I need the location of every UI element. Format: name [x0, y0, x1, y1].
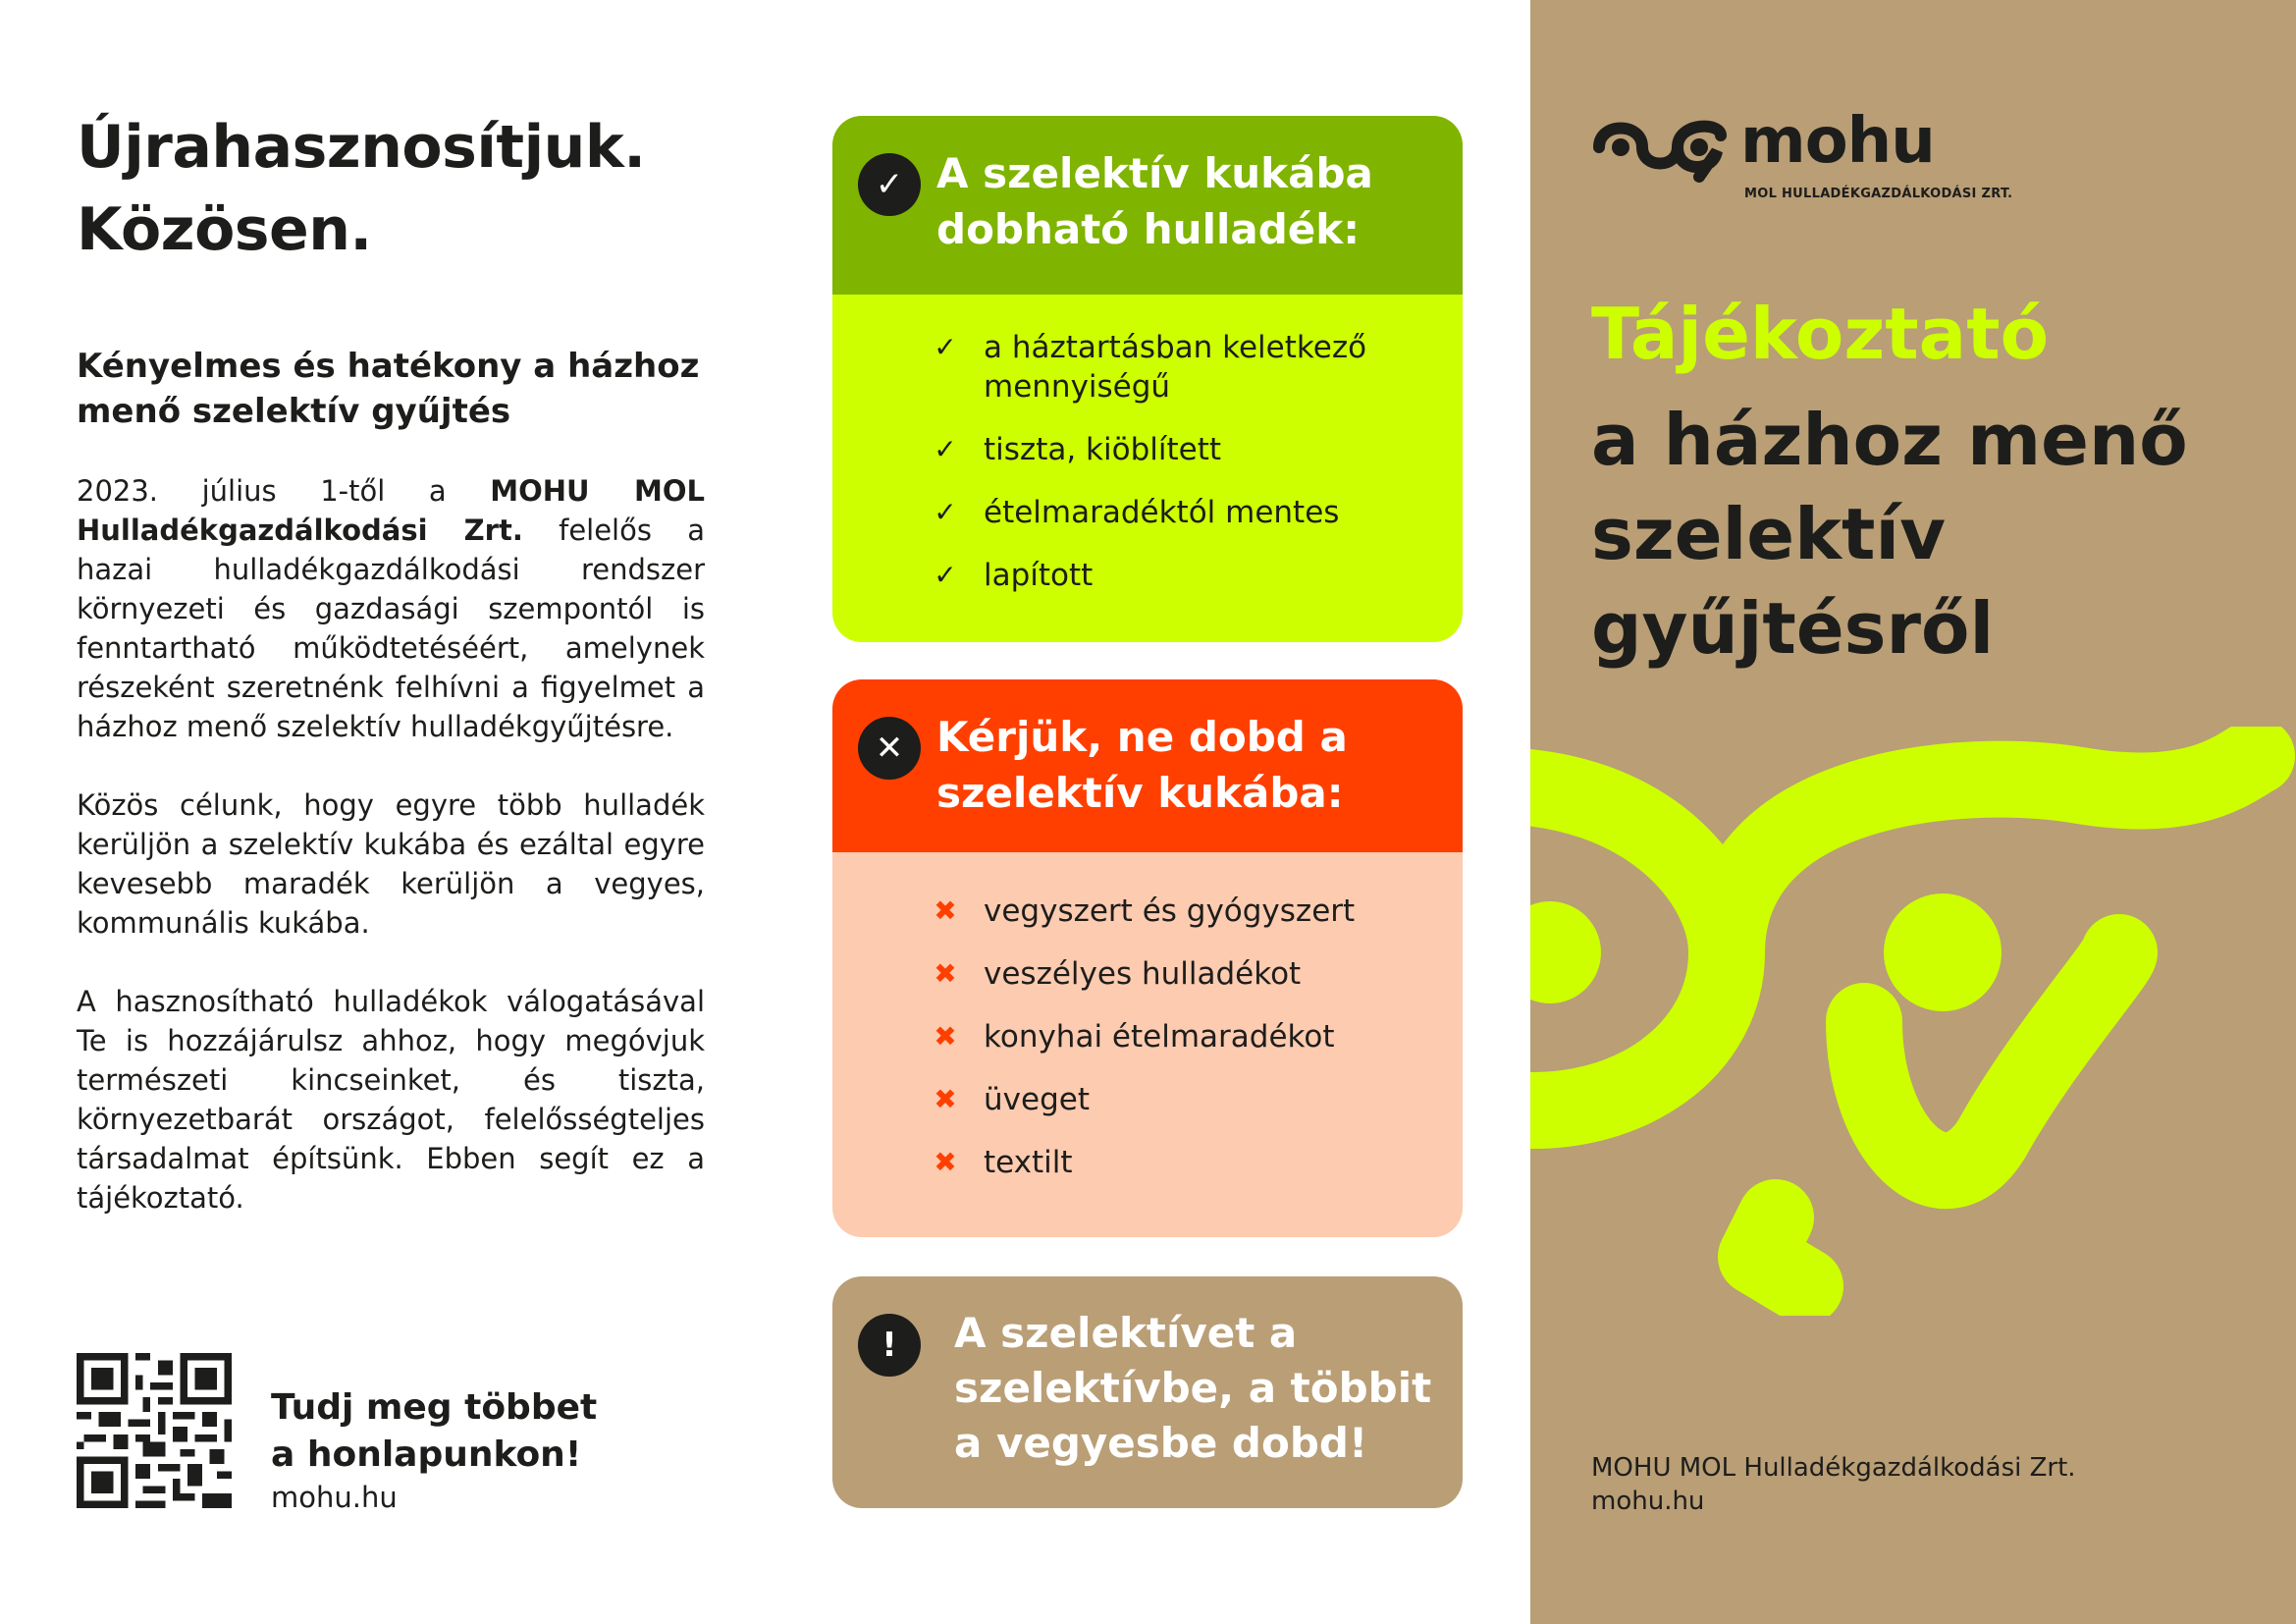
list-item-label: veszélyes hulladékot: [984, 956, 1302, 992]
x-mark-icon: ✖: [934, 894, 957, 927]
mohu-logo-icon: [1591, 108, 1729, 190]
exclamation-icon: !: [858, 1314, 921, 1377]
cta-line-1: Tudj meg többet: [271, 1387, 598, 1428]
forbidden-card-title: [936, 709, 1447, 821]
x-mark-icon: ✖: [934, 1020, 957, 1053]
x-mark-icon: ✖: [934, 957, 957, 990]
subheading: Kényelmes és hatékony a házhoz menő szelektív gyűjtés: [77, 347, 700, 431]
check-icon: ✓: [934, 496, 957, 528]
forbidden-card-header: [832, 679, 1463, 852]
forbidden-title-line-2: szelektív kukába:: [936, 769, 1344, 817]
logo-wordmark: mohu: [1740, 105, 1935, 178]
intro-paragraph: [77, 471, 705, 746]
tip-card: [832, 1276, 1463, 1508]
allowed-list: [931, 328, 1441, 619]
cta-line-2: a honlapunkon!: [271, 1435, 582, 1475]
list-item: [931, 430, 1441, 469]
list-item-label: tiszta, kiöblített: [984, 432, 1222, 467]
list-item-label: ételmaradéktól mentes: [984, 495, 1340, 530]
cover-title-line-2: szelektív: [1591, 493, 1947, 575]
page-title-line-1: Újrahasznosítjuk.: [77, 113, 646, 182]
checkmark-icon: ✓: [858, 153, 921, 216]
list-item-label: lapított: [984, 558, 1094, 593]
left-column: [77, 106, 705, 271]
list-item: [931, 1017, 1441, 1056]
allowed-card-title: [936, 145, 1447, 257]
intro-start: 2023. július 1-től a: [77, 474, 491, 508]
list-item: [931, 954, 1441, 994]
tip-line-2: szelektívbe, a többit: [954, 1364, 1432, 1412]
x-mark-icon: ✖: [934, 1083, 957, 1115]
forbidden-list: [931, 892, 1441, 1206]
check-icon: ✓: [934, 433, 957, 465]
decorative-swirl-icon: [1530, 727, 2296, 1316]
contribution-paragraph: A hasznosítható hulladékok válogatásával Te is hozzájárulsz ahhoz, hogy megóvjuk természeti kincseinket, és tiszta, környezetbarát országot, felelősségteljes társadalmat építsünk. Ebben segít ez a tájékoztató.: [77, 985, 705, 1215]
cover-title: [1591, 393, 2278, 676]
list-item: [931, 1080, 1441, 1119]
list-item-label: konyhai ételmaradékot: [984, 1019, 1335, 1055]
forbidden-waste-card: [832, 679, 1463, 1237]
list-item-label: üveget: [984, 1082, 1090, 1117]
cross-icon: ✕: [858, 717, 921, 780]
list-item-label: vegyszert és gyógyszert: [984, 893, 1356, 929]
website-link[interactable]: mohu.hu: [271, 1481, 398, 1514]
cover-panel: [1530, 0, 2296, 1624]
allowed-title-line-1: A szelektív kukába: [936, 149, 1373, 197]
list-item: [931, 556, 1441, 595]
check-icon: ✓: [934, 559, 957, 591]
goal-paragraph: Közös célunk, hogy egyre több hulladék kerüljön a szelektív kukába és ezáltal egyre kevesebb maradék kerüljön a vegyes, kommunális kukába.: [77, 788, 705, 940]
logo-subtitle: MOL HULLADÉKGAZDÁLKODÁSI ZRT.: [1744, 187, 2013, 201]
page-title-line-2: Közösen.: [77, 195, 372, 264]
allowed-title-line-2: dobható hulladék:: [936, 205, 1360, 253]
footer-company: MOHU MOL Hulladékgazdálkodási Zrt.: [1591, 1453, 2076, 1483]
page-title: [77, 106, 705, 271]
check-icon: ✓: [934, 331, 957, 363]
list-item-label: a háztartásban keletkező mennyiségű: [984, 330, 1367, 405]
tip-line-3: a vegyesbe dobd!: [954, 1419, 1368, 1467]
company-name: MOHU MOL Hulladékgazdálkodási Zrt.: [77, 474, 705, 547]
x-mark-icon: ✖: [934, 1146, 957, 1178]
cover-footer: [1591, 1451, 2076, 1518]
cover-title-line-3: gyűjtésről: [1591, 587, 1995, 670]
list-item: [931, 1143, 1441, 1182]
forbidden-title-line-1: Kérjük, ne dobd a: [936, 713, 1348, 761]
cta-heading: [271, 1384, 664, 1479]
list-item: [931, 328, 1441, 406]
qr-code-icon[interactable]: [77, 1353, 232, 1508]
footer-url[interactable]: mohu.hu: [1591, 1487, 1705, 1516]
list-item: [931, 493, 1441, 532]
list-item: [931, 892, 1441, 931]
tip-line-1: A szelektívet a: [954, 1309, 1298, 1357]
tip-card-title: [954, 1306, 1463, 1471]
list-item-label: textilt: [984, 1145, 1073, 1180]
intro-end: felelős a hazai hulladékgazdálkodási rendszer környezeti és gazdasági szempontól is fenntartható működtetéséért, amelynek részeként szeretnénk felhívni a figyelmet a házhoz menő szelektív hulladékgyűjtésre.: [77, 514, 705, 743]
cover-title-line-1: a házhoz menő: [1591, 399, 2188, 481]
cover-kicker: Tájékoztató: [1591, 293, 2050, 375]
allowed-waste-card: [832, 116, 1463, 642]
allowed-card-header: [832, 116, 1463, 295]
